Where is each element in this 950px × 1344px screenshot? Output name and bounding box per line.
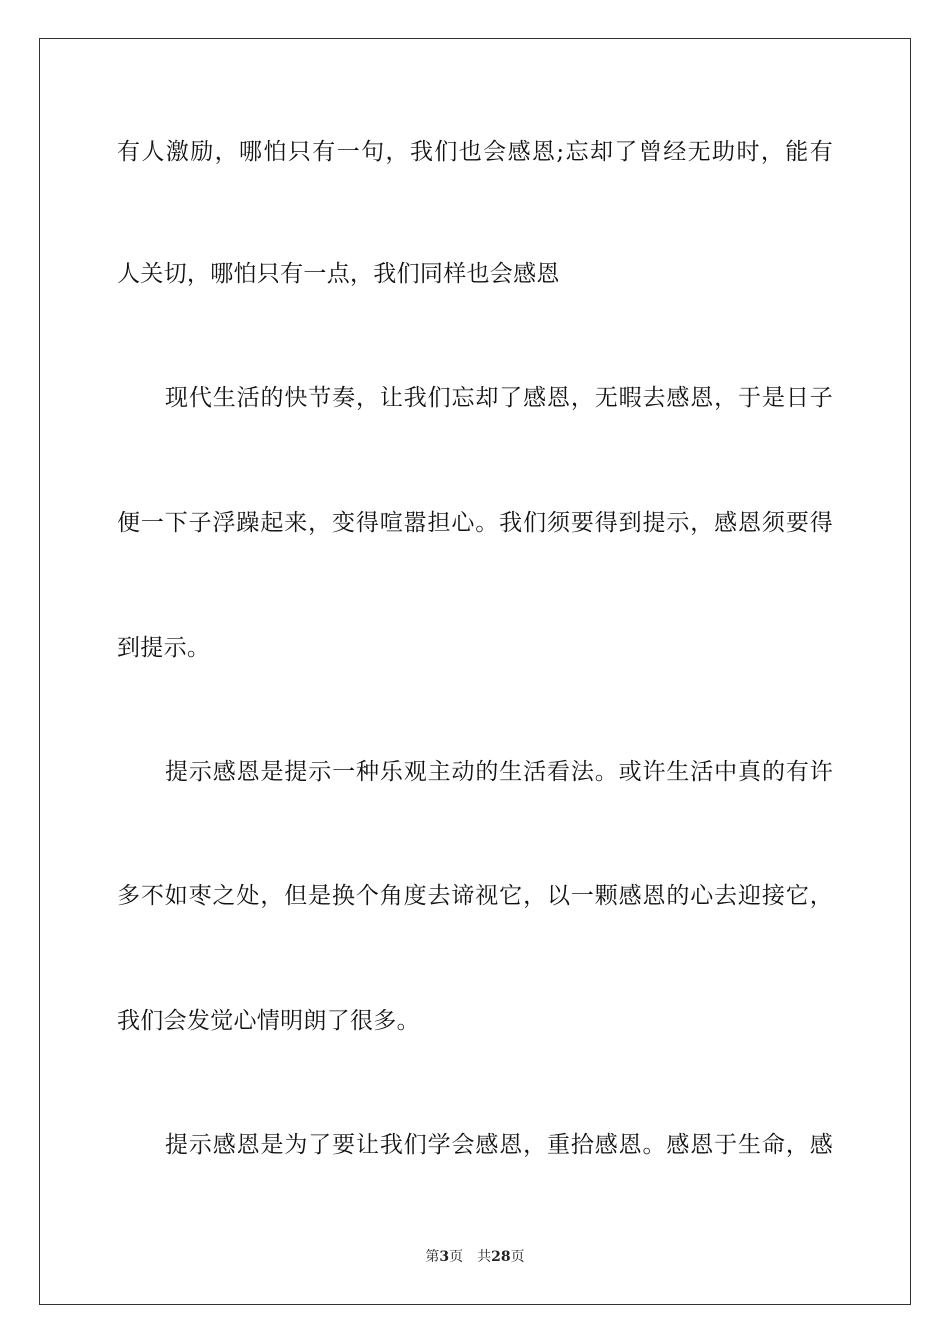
paragraph-start-line-6: 提示感恩是提示一种乐观主动的生活看法。或许生活中真的有许: [165, 759, 833, 785]
paragraph-start-line-3: 现代生活的快节奏，让我们忘却了感恩，无暇去感恩，于是日子: [165, 385, 833, 411]
page-border: [39, 38, 911, 1305]
page-number: 3: [439, 1249, 450, 1265]
text-line-4: 便一下子浮躁起来，变得喧嚣担心。我们须要得到提示，感恩须要得: [117, 510, 833, 536]
page-prefix: 第: [425, 1249, 440, 1265]
text-line-7: 多不如枣之处，但是换个角度去谛视它，以一颗感恩的心去迎接它，: [117, 883, 833, 909]
text-line-8: 我们会发觉心情明朗了很多。: [117, 1008, 420, 1034]
text-line-1: 有人激励，哪怕只有一句，我们也会感恩;忘却了曾经无助时，能有: [117, 139, 833, 165]
page-footer: [0, 1248, 950, 1266]
total-suffix: 页: [510, 1249, 525, 1265]
text-line-5: 到提示。: [117, 635, 211, 661]
text-line-2: 人关切，哪怕只有一点，我们同样也会感恩: [117, 261, 560, 287]
total-prefix: 共: [477, 1249, 492, 1265]
paragraph-start-line-9: 提示感恩是为了要让我们学会感恩，重拾感恩。感恩于生命，感: [165, 1132, 833, 1158]
total-pages: 28: [491, 1249, 511, 1265]
page-suffix: 页: [449, 1249, 464, 1265]
